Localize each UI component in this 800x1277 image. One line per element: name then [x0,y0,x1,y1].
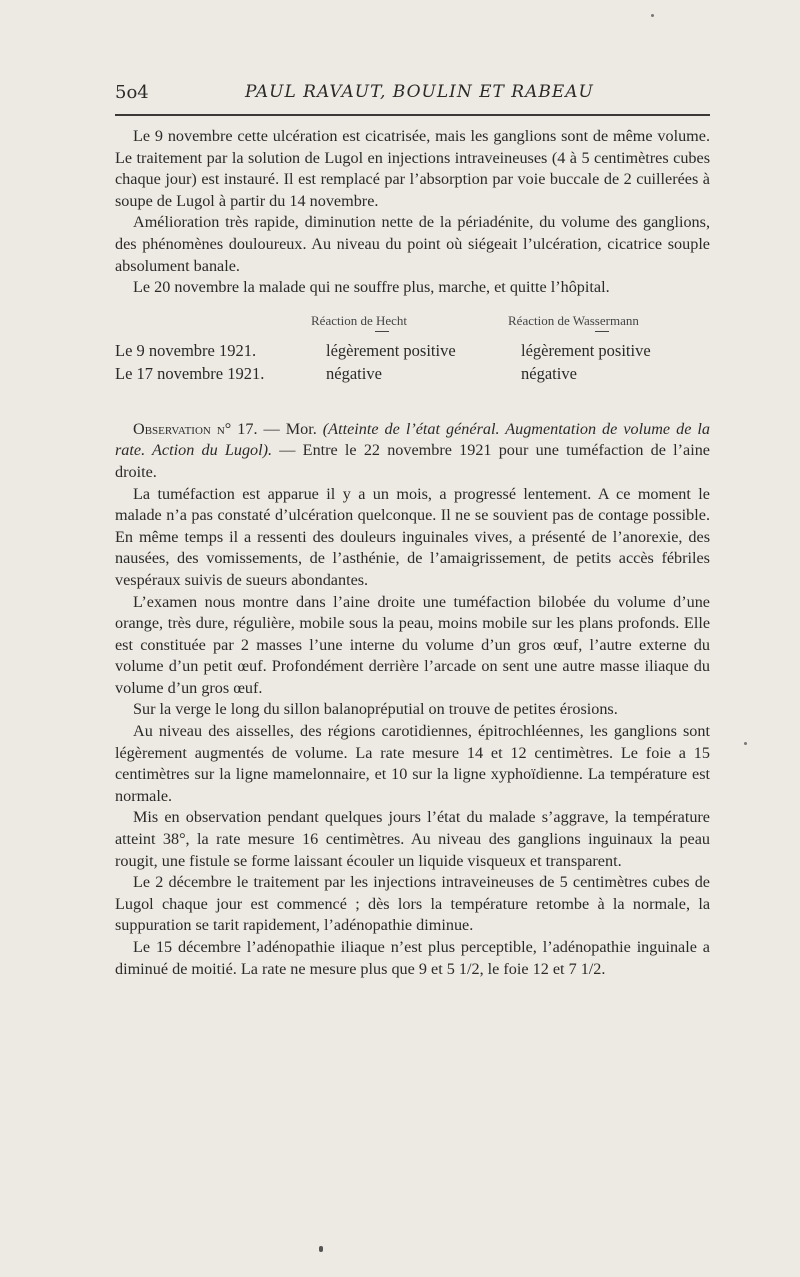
ink-dot [319,1246,323,1252]
paragraph: Amélioration très rapide, diminution nette de la périadénite, du volume des ganglions, des phénomènes douloureux. Au niveau du point où siégeait l’ulcération, cicatrice souple absolument banale. [115,213,710,275]
page-body [115,126,710,980]
paper-speck [744,742,747,745]
paragraph: L’examen nous montre dans l’aine droite une tuméfaction bilobée du volume d’une orange, très dure, régulière, mobile sous la peau, moins mobile sur les plans profonds. Elle est constituée par 2 masses l’une interne du volume d’un gros œuf, l’autre externe du volume d’un petit œuf. Profondément derrière l’arcade on sent une autre masse iliaque du volume d’un gros œuf. [115,592,710,697]
paragraph: Mis en observation pendant quelques jours l’état du malade s’aggrave, la température atteint 38°, la rate mesure 16 centimètres. Au niveau des ganglions inguinaux la peau rougit, une fistule se forme laissant écouler un liquide visqueux et transparent. [115,808,710,870]
column-dash [595,331,609,332]
column-dash [375,331,389,332]
observation-title: (Atteinte de l’état général. Augmentation de volume de la rate. Action du Lugol). [115,419,710,460]
running-title: PAUL RAVAUT, BOULIN ET RABEAU [245,82,594,102]
observation-label: Observation n° 17. [133,419,258,438]
row-wassermann: négative [521,363,577,383]
row-date: Le 9 novembre 1921. [115,340,257,360]
paragraph: Sur la verge le long du sillon balanopréputial on trouve de petites érosions. [133,700,618,719]
observation-heading [115,419,710,484]
row-hecht: légèrement positive [326,340,456,360]
observation-lead: — Mor. [257,419,323,438]
header-wassermann: Réaction de Wassermann [508,312,639,328]
paragraph: Le 15 décembre l’adénopathie iliaque n’est plus perceptible, l’adénopathie inguinale a diminué de moitié. La rate ne mesure plus que 9 et 5 1/2, le foie 12 et 7 1/2. [115,938,710,978]
row-date: Le 17 novembre 1921. [115,363,265,383]
paragraph: La tuméfaction est apparue il y a un mois, a progressé lentement. A ce moment le malade n’a pas constaté d’ulcération quelconque. Il ne se souvient pas de contage possible. En même temps il a ressenti des douleurs inguinales vives, a présenté de l’anorexie, des nausées, des vomissements, de l’asthénie, de l’amaigrissement, de petits accès fébriles vespéraux suivis de sueurs abondantes. [115,484,710,589]
paragraph: Le 2 décembre le traitement par les injections intraveineuses de 5 centimètres cubes de Lugol chaque jour est commencé ; dès lors la température retombe à la normale, la suppuration se tarit rapidement, l’adénopathie diminue. [115,873,710,935]
row-hecht: négative [326,363,382,383]
page-header [115,82,709,104]
paragraph: Au niveau des aisselles, des régions carotidiennes, épitrochléennes, les ganglions sont légèrement augmentés de volume. La rate mesure 14 et 12 centimètres. Le foie a 15 centimètres sur la ligne mamelonnaire, et 10 sur la ligne xyphoïdienne. La température est normale. [115,722,710,805]
observation-rest: — Entre le 22 novembre 1921 pour une tuméfaction de l’aine droite. [115,441,710,481]
row-wassermann: légèrement positive [521,340,651,360]
header-hecht: Réaction de Hecht [311,312,408,328]
reaction-table [115,313,710,395]
page-number: 5o4 [115,82,149,103]
header-rule [115,114,710,116]
paragraph: Le 20 novembre la malade qui ne souffre plus, marche, et quitte l’hôpital. [133,278,610,297]
paragraph: Le 9 novembre cette ulcération est cicatrisée, mais les ganglions sont de même volume. Le traitement par la solution de Lugol en injections intraveineuses (4 à 5 centimètres cubes chaque jour) est instauré. Il est remplacé par l’absorption par voie buccale de 2 cuillerées à soupe de Lugol à partir du 14 novembre. [115,127,710,210]
paper-speck [651,14,654,17]
